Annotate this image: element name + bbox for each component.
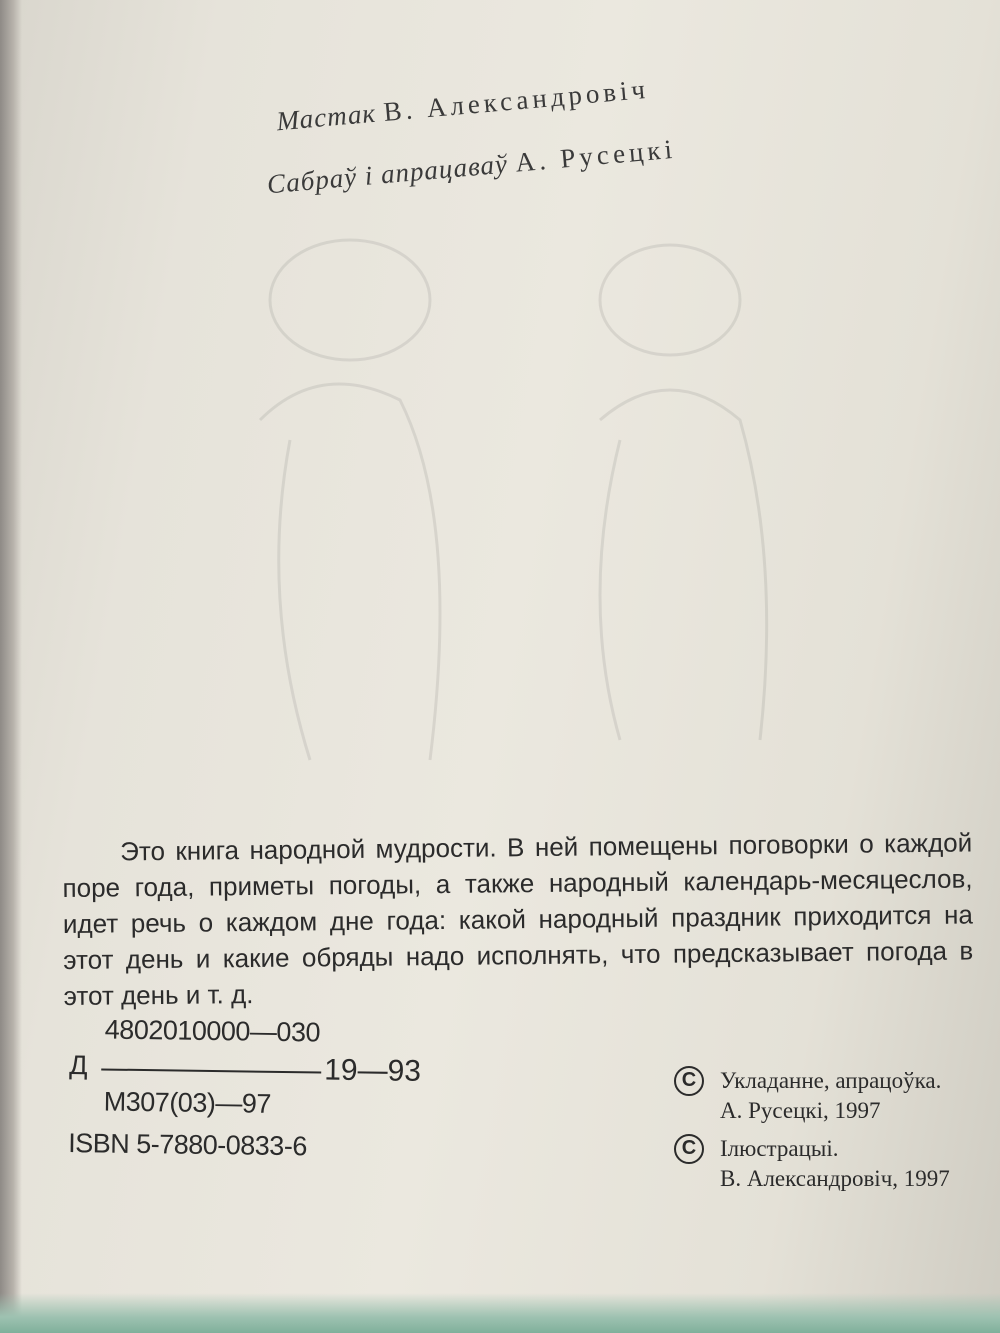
copyright-holder: А. Русецкі, 1997 (720, 1098, 881, 1123)
copyright-line: Укладанне, апрацоўка. (720, 1068, 942, 1093)
artist-prefix: Мастак (275, 97, 378, 137)
classification-letter: Д (69, 1049, 88, 1081)
compiler-prefix: Сабраў і апрацаваў (265, 148, 510, 200)
copyright-icon: C (674, 1134, 704, 1164)
page-edge-shadow (0, 0, 22, 1333)
cover-edge (0, 1293, 1000, 1333)
compiler-name: А. Русецкі (514, 133, 678, 178)
copyright-item-illustrations (674, 1134, 994, 1194)
copyright-item-text (674, 1066, 994, 1126)
copyright-block (674, 1066, 994, 1202)
classification-bottom-code: М307(03)—97 (103, 1086, 272, 1119)
copyright-line: Ілюстрацыі. (720, 1136, 839, 1161)
copyright-holder: В. Александровіч, 1997 (720, 1166, 950, 1191)
book-annotation: Это книга народной мудрости. В ней помещены поговорки о каждой поре года, приметы погоды, а также народный календарь-месяцеслов, идет речь о каждом дне года: какой народный праздник приходится на этот день и какие обряды надо исполнять, что предсказывает погода в этот день и т. д. (62, 827, 974, 1011)
artist-name: В. Александровіч (382, 73, 651, 127)
copyright-icon: C (674, 1066, 704, 1096)
classification-top-code: 4802010000—030 (104, 1014, 321, 1048)
isbn: ISBN 5-7880-0833-6 (67, 1127, 308, 1162)
classification-right-code: 19—93 (324, 1053, 422, 1088)
bibliographic-code-block (68, 1014, 470, 1180)
fraction-rule (101, 1068, 321, 1073)
